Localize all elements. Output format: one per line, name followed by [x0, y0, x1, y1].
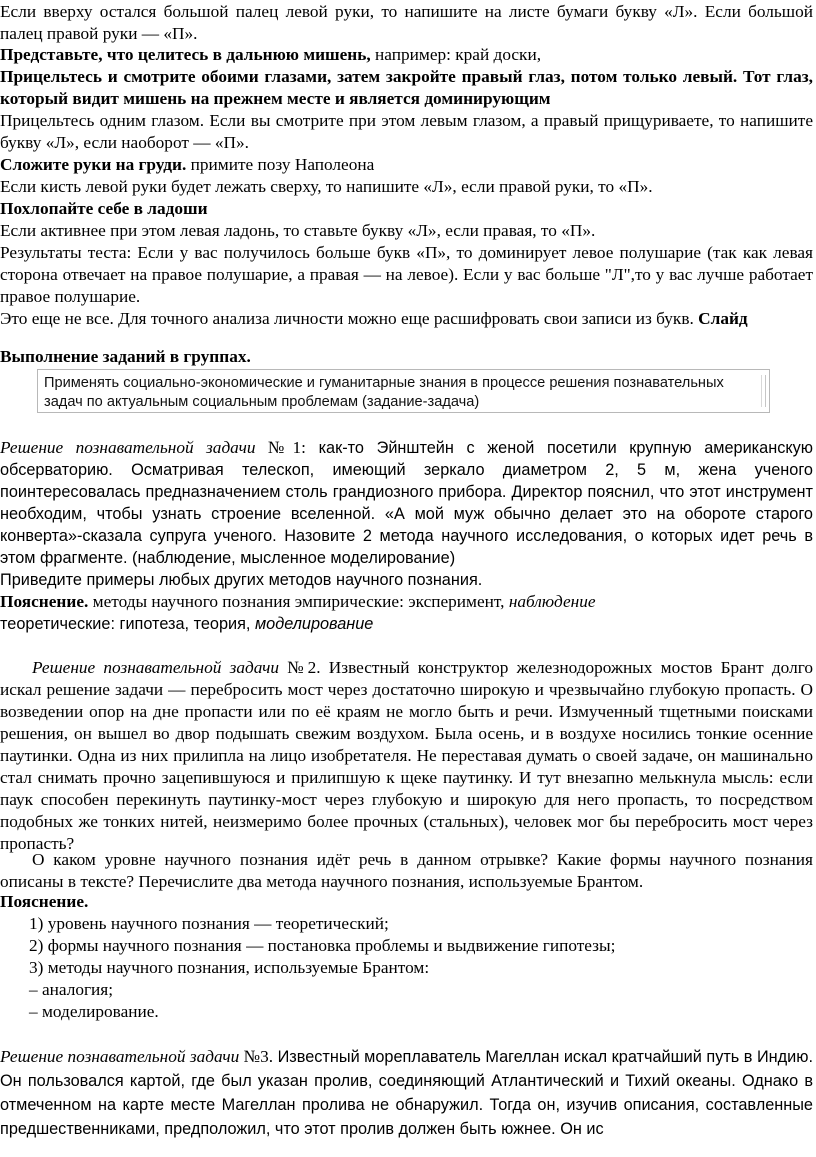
paragraph-aim-both-eyes: Прицельтесь и смотрите обоими глазами, затем закройте правый глаз, потом только левый. Тот глаз, который видит мишень на прежнем месте и является доминирующим — [0, 67, 813, 108]
competence-text: Применять социально-экономические и гуманитарные знания в процессе решения познавательных задач по актуальным социальным проблемам (задание-задача) — [44, 375, 724, 410]
task-text: как-то Эйнштейн с женой посетили крупную американскую обсерваторию. Осматривая телескоп, имеющий зеркало диаметром 2, 5 м, жена ученого поинтересовалась предназначением столь грандиозного прибора. Директор пояснил, что этот инструмент необходим, чтобы узнать строение вселенной. «А мой муж обычно делает это на обороте старого конверта»-сказала супруга ученого. Назовите 2 метода научного исследования, о которых идет речь в этом фрагменте. (наблюдение, мысленное моделирование) — [0, 439, 813, 567]
task1-paragraph — [0, 437, 813, 569]
paragraph-clap-heading: Похлопайте себе в ладоши — [0, 199, 208, 218]
task-text: Известный мореплаватель Магеллан искал кратчайший путь в Индию. Он пользовался картой, где был указан пролив, соединяющий Атлантический и Тихий океаны. Однако в отмеченном на карте месте Магеллан пролива не обнаружил. Тогда он, изучив описания, составленные предшественниками, предположил, что этот пролив должен быть южнее. Он ис — [0, 1048, 813, 1138]
explanation-italic: наблюдение — [508, 592, 596, 611]
textbox-edge-line — [765, 375, 766, 407]
task2-paragraph — [0, 657, 813, 855]
slide-label: Слайд — [698, 309, 748, 328]
task2-question: О каком уровне научного познания идёт речь в данном отрывке? Какие формы научного познания описаны в тексте? Перечислите два метода научного познания, используемые Брантом. — [0, 850, 813, 891]
heading-rest: примите позу Наполеона — [186, 155, 375, 174]
explanation-label: Пояснение. — [0, 592, 89, 611]
task2-answer-item: 3) методы научного познания, используемые Брантом: — [29, 958, 430, 977]
paragraph-thumb-test: Если вверху остался большой палец левой руки, то напишите на листе бумаги букву «Л». Если большой палец правой руки — «П». — [0, 2, 813, 43]
paragraph-clap-result: Если активнее при этом левая ладонь, то ставьте букву «Л», если правая, то «П». — [0, 221, 596, 240]
paragraph-target-heading — [0, 44, 813, 66]
paragraph-test-results: Результаты теста: Если у вас получилось больше букв «П», то доминирует левое полушарие (так как левая сторона отвечает на правое полушарие, а правая — на левое). Если у вас больше "Л",то у вас лучше работает правое полушарие. — [0, 243, 813, 306]
task2-answer-item: – аналогия; — [29, 980, 114, 999]
paragraph-arms-heading — [0, 154, 813, 176]
task-text: Известный конструктор железнодорожных мостов Брант долго искал решение задачи — перебросить мост через достаточно широкую и чрезвычайно глубокую пропасть. О возведении опор на дне пропасти или по её краям не могло быть и речи. Измученный тщетными поисками решения, он вышел во двор подышать свежим воздухом. Была осень, и в воздухе носились тонкие осенние паутинки. Одна из них прилипла на лицо изобретателя. Не переставая думать о своей задаче, он машинально стал снимать прочно зацепившуюся и прилипшую к щеке паутинку. И тут внезапно мелькнула мысль: если паук способен перекинуть паутинку-мост через глубокую и широкую для него пропасть, то посредством подобных же тонких нитей, неизмеримо более прочных (стальных), человек мог бы перебросить мост через пропасть? — [0, 658, 813, 853]
bold-heading: Сложите руки на груди. — [0, 155, 187, 174]
explanation-text: методы научного познания эмпирические: эксперимент, — [88, 592, 509, 611]
competence-textbox — [37, 369, 770, 413]
task-number: №1: — [255, 438, 306, 457]
task1-explanation — [0, 591, 596, 613]
task2-answer-item: 1) уровень научного познания — теоретический; — [29, 914, 389, 933]
theoretical-italic: моделирование — [254, 615, 374, 633]
task-label: Решение познавательной задачи — [0, 438, 256, 457]
task1-theoretical — [0, 613, 373, 635]
paragraph-not-all — [0, 308, 813, 330]
task3-paragraph — [0, 1045, 813, 1141]
task-number: №2. — [279, 658, 321, 677]
task2-answer-item: 2) формы научного познания — постановка проблемы и выдвижение гипотезы; — [29, 936, 616, 955]
theoretical-text: теоретические: гипотеза, теория, — [0, 615, 255, 633]
task2-answer-item: – моделирование. — [29, 1002, 159, 1021]
paragraph-arms-result: Если кисть левой руки будет лежать сверху, то напишите «Л», если правой руки, то «П». — [0, 177, 653, 196]
heading-rest: например: край доски, — [370, 45, 542, 64]
bold-heading: Представьте, что целитесь в дальнюю мишень, — [0, 45, 371, 64]
paragraph-text: Это еще не все. Для точного анализа личности можно еще расшифровать свои записи из букв. — [0, 309, 699, 328]
paragraph-aim-one-eye: Прицельтесь одним глазом. Если вы смотрите при этом левым глазом, а правый прищуриваете, то напишите букву «Л», если наоборот — «П». — [0, 111, 813, 152]
task-label: Решение познавательной задачи — [32, 658, 280, 677]
task2-explanation-label: Пояснение. — [0, 892, 89, 911]
group-tasks-heading: Выполнение заданий в группах. — [0, 347, 251, 366]
task-number: №3. — [239, 1047, 274, 1066]
task1-question: Приведите примеры любых других методов научного познания. — [0, 571, 483, 589]
task-label: Решение познавательной задачи — [0, 1047, 240, 1066]
textbox-edge-line-inner — [761, 375, 762, 407]
